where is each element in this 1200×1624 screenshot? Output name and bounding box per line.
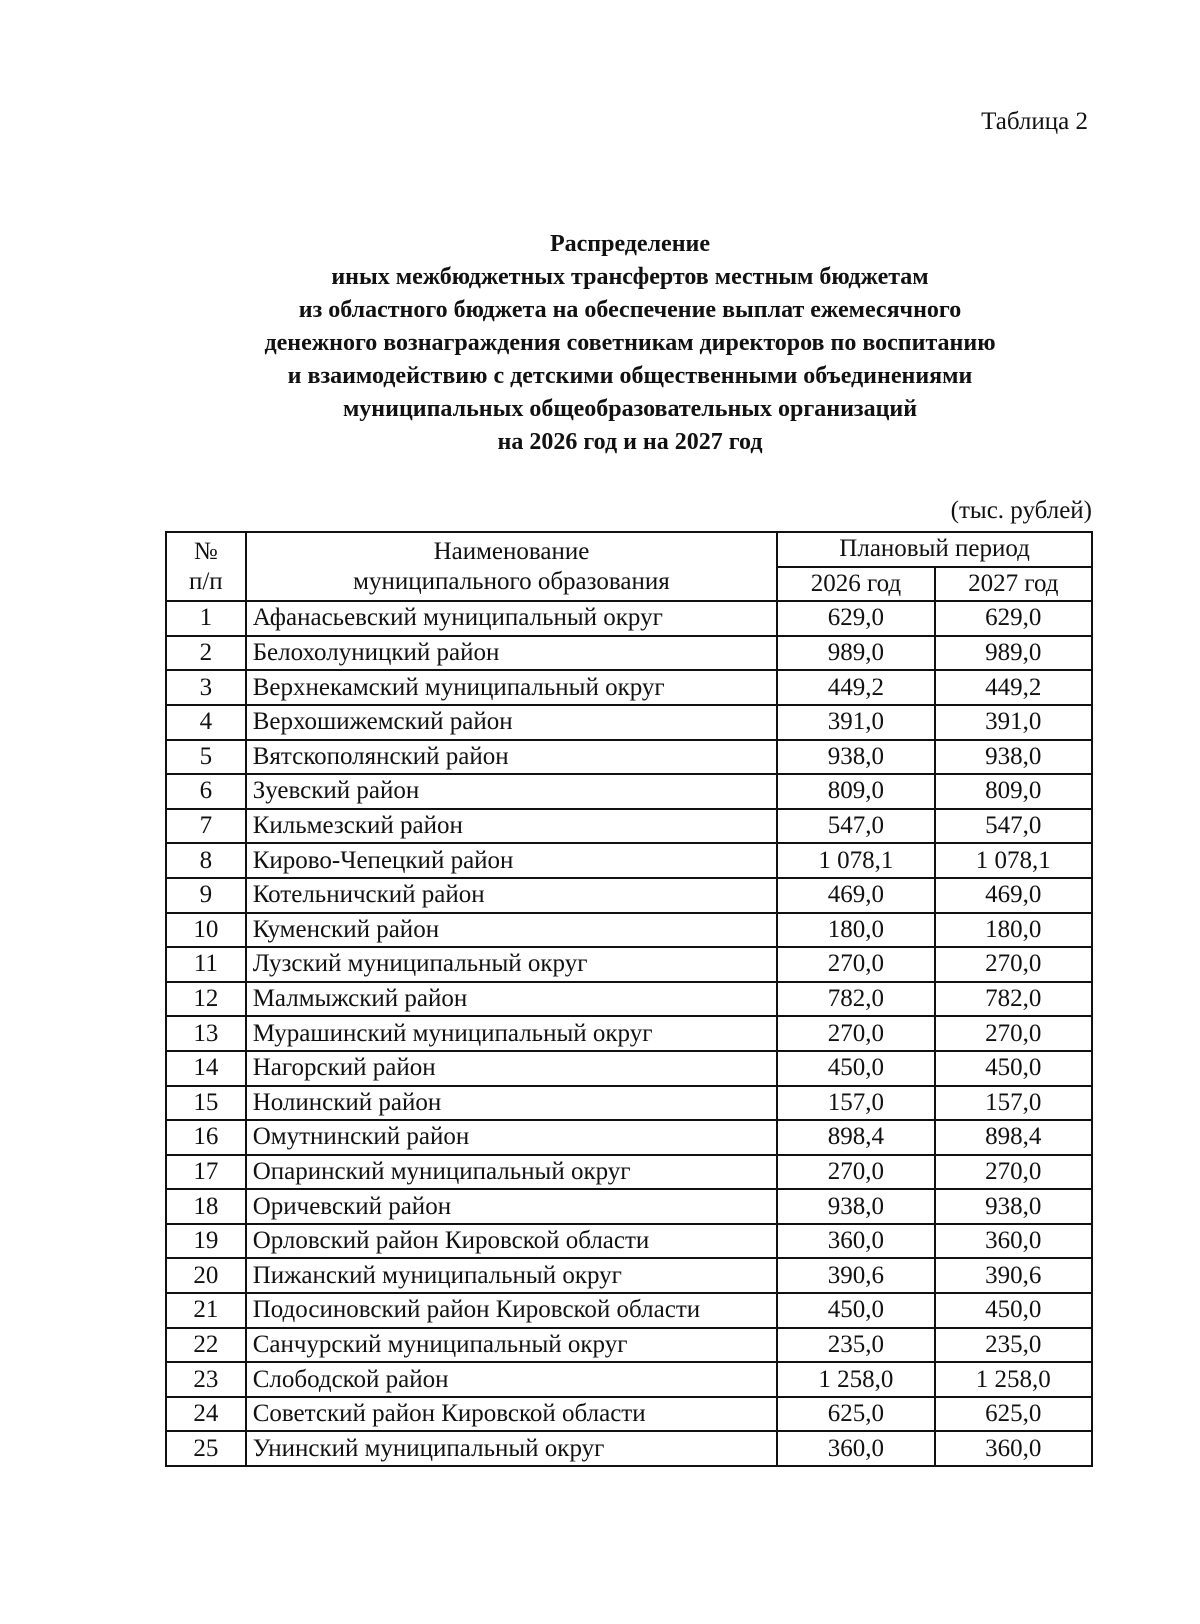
municipality-name-cell: Мурашинский муниципальный округ: [246, 1016, 778, 1051]
amount-2026-cell: 547,0: [777, 809, 934, 844]
table-row: [166, 740, 1092, 775]
row-number-cell: 17: [166, 1155, 246, 1190]
row-number-cell: 3: [166, 670, 246, 705]
amount-2026-cell: 360,0: [777, 1224, 934, 1259]
amount-2027-cell: 629,0: [935, 601, 1092, 636]
amount-2026-cell: 390,6: [777, 1258, 934, 1293]
table-body: [166, 601, 1092, 1466]
amount-2026-cell: 360,0: [777, 1431, 934, 1466]
municipality-name-cell: Опаринский муниципальный округ: [246, 1155, 778, 1190]
table-row: [166, 1189, 1092, 1224]
row-number-cell: 11: [166, 947, 246, 982]
amount-2026-cell: 450,0: [777, 1293, 934, 1328]
amount-2026-cell: 1 078,1: [777, 843, 934, 878]
row-number-cell: 1: [166, 601, 246, 636]
header-year-2027: 2027 год: [935, 567, 1092, 602]
table-row: [166, 1362, 1092, 1397]
units-label: (тыс. рублей): [950, 497, 1092, 524]
table-row: [166, 913, 1092, 948]
amount-2026-cell: 938,0: [777, 740, 934, 775]
amount-2027-cell: 360,0: [935, 1431, 1092, 1466]
row-number-cell: 6: [166, 774, 246, 809]
row-number-cell: 14: [166, 1051, 246, 1086]
row-number-cell: 10: [166, 913, 246, 948]
table-row: [166, 670, 1092, 705]
municipality-name-cell: Пижанский муниципальный округ: [246, 1258, 778, 1293]
title-line: и взаимодействию с детскими общественными объединениями: [287, 363, 973, 389]
row-number-cell: 18: [166, 1189, 246, 1224]
table-row: [166, 1431, 1092, 1466]
table-row: [166, 1086, 1092, 1121]
distribution-table: [165, 531, 1093, 1467]
document-title: [120, 228, 1140, 459]
table-row: [166, 1224, 1092, 1259]
amount-2027-cell: 469,0: [935, 878, 1092, 913]
municipality-name-cell: Малмыжский район: [246, 982, 778, 1017]
amount-2026-cell: 450,0: [777, 1051, 934, 1086]
amount-2026-cell: 625,0: [777, 1397, 934, 1432]
title-line: Распределение: [549, 231, 711, 257]
amount-2026-cell: 235,0: [777, 1328, 934, 1363]
row-number-cell: 4: [166, 705, 246, 740]
header-planning-period: Плановый период: [777, 532, 1092, 567]
row-number-cell: 12: [166, 982, 246, 1017]
amount-2027-cell: 782,0: [935, 982, 1092, 1017]
amount-2026-cell: 449,2: [777, 670, 934, 705]
table-row: [166, 1155, 1092, 1190]
row-number-cell: 2: [166, 636, 246, 671]
table-row: [166, 636, 1092, 671]
municipality-name-cell: Омутнинский район: [246, 1120, 778, 1155]
amount-2026-cell: 270,0: [777, 1155, 934, 1190]
municipality-name-cell: Зуевский район: [246, 774, 778, 809]
amount-2026-cell: 157,0: [777, 1086, 934, 1121]
table-row: [166, 947, 1092, 982]
table-row: [166, 1397, 1092, 1432]
municipality-name-cell: Кирово-Чепецкий район: [246, 843, 778, 878]
municipality-name-cell: Афанасьевский муниципальный округ: [246, 601, 778, 636]
row-number-cell: 9: [166, 878, 246, 913]
table-row: [166, 1120, 1092, 1155]
municipality-name-cell: Орловский район Кировской области: [246, 1224, 778, 1259]
amount-2026-cell: 809,0: [777, 774, 934, 809]
municipality-name-cell: Лузский муниципальный округ: [246, 947, 778, 982]
header-name: [246, 532, 778, 601]
row-number-cell: 15: [166, 1086, 246, 1121]
amount-2027-cell: 1 258,0: [935, 1362, 1092, 1397]
amount-2027-cell: 809,0: [935, 774, 1092, 809]
title-line: из областного бюджета на обеспечение выплат ежемесячного: [298, 297, 962, 323]
table-row: [166, 982, 1092, 1017]
municipality-name-cell: Вятскополянский район: [246, 740, 778, 775]
table-header: [166, 532, 1092, 601]
municipality-name-cell: Слободской район: [246, 1362, 778, 1397]
amount-2027-cell: 180,0: [935, 913, 1092, 948]
amount-2026-cell: 629,0: [777, 601, 934, 636]
table-row: [166, 1258, 1092, 1293]
header-year-2026: 2026 год: [777, 567, 934, 602]
row-number-cell: 21: [166, 1293, 246, 1328]
amount-2027-cell: 938,0: [935, 1189, 1092, 1224]
amount-2026-cell: 180,0: [777, 913, 934, 948]
table-row: [166, 878, 1092, 913]
municipality-name-cell: Котельничский район: [246, 878, 778, 913]
municipality-name-cell: Верхнекамский муниципальный округ: [246, 670, 778, 705]
amount-2026-cell: 938,0: [777, 1189, 934, 1224]
header-number-line1: №: [193, 537, 218, 565]
amount-2027-cell: 547,0: [935, 809, 1092, 844]
amount-2027-cell: 157,0: [935, 1086, 1092, 1121]
table-row: [166, 1328, 1092, 1363]
amount-2027-cell: 625,0: [935, 1397, 1092, 1432]
municipality-name-cell: Верхошижемский район: [246, 705, 778, 740]
municipality-name-cell: Кильмезский район: [246, 809, 778, 844]
table-row: [166, 843, 1092, 878]
row-number-cell: 7: [166, 809, 246, 844]
table-row: [166, 1016, 1092, 1051]
amount-2027-cell: 449,2: [935, 670, 1092, 705]
table-row: [166, 705, 1092, 740]
amount-2027-cell: 1 078,1: [935, 843, 1092, 878]
amount-2027-cell: 270,0: [935, 1016, 1092, 1051]
row-number-cell: 22: [166, 1328, 246, 1363]
amount-2026-cell: 270,0: [777, 1016, 934, 1051]
header-name-line1: Наименование: [433, 537, 590, 565]
municipality-name-cell: Советский район Кировской области: [246, 1397, 778, 1432]
title-line: денежного вознаграждения советникам директоров по воспитанию: [264, 330, 996, 356]
table-row: [166, 774, 1092, 809]
amount-2027-cell: 989,0: [935, 636, 1092, 671]
amount-2027-cell: 270,0: [935, 947, 1092, 982]
row-number-cell: 25: [166, 1431, 246, 1466]
table-row: [166, 809, 1092, 844]
row-number-cell: 24: [166, 1397, 246, 1432]
amount-2026-cell: 1 258,0: [777, 1362, 934, 1397]
table-row: [166, 601, 1092, 636]
amount-2027-cell: 898,4: [935, 1120, 1092, 1155]
row-number-cell: 5: [166, 740, 246, 775]
amount-2027-cell: 360,0: [935, 1224, 1092, 1259]
amount-2027-cell: 450,0: [935, 1051, 1092, 1086]
amount-2026-cell: 391,0: [777, 705, 934, 740]
municipality-name-cell: Унинский муниципальный округ: [246, 1431, 778, 1466]
amount-2026-cell: 782,0: [777, 982, 934, 1017]
row-number-cell: 23: [166, 1362, 246, 1397]
title-line: иных межбюджетных трансфертов местным бюджетам: [331, 264, 929, 290]
municipality-name-cell: Нолинский район: [246, 1086, 778, 1121]
amount-2026-cell: 898,4: [777, 1120, 934, 1155]
amount-2027-cell: 235,0: [935, 1328, 1092, 1363]
amount-2027-cell: 450,0: [935, 1293, 1092, 1328]
municipality-name-cell: Санчурский муниципальный округ: [246, 1328, 778, 1363]
amount-2026-cell: 469,0: [777, 878, 934, 913]
row-number-cell: 8: [166, 843, 246, 878]
table-row: [166, 1293, 1092, 1328]
amount-2027-cell: 390,6: [935, 1258, 1092, 1293]
table-number-label: Таблица 2: [981, 108, 1088, 135]
amount-2027-cell: 270,0: [935, 1155, 1092, 1190]
table-row: [166, 1051, 1092, 1086]
header-number-line2: п/п: [188, 567, 223, 595]
amount-2026-cell: 989,0: [777, 636, 934, 671]
title-line: муниципальных общеобразовательных организаций: [342, 396, 918, 422]
amount-2027-cell: 938,0: [935, 740, 1092, 775]
row-number-cell: 20: [166, 1258, 246, 1293]
title-line: на 2026 год и на 2027 год: [497, 429, 763, 455]
row-number-cell: 16: [166, 1120, 246, 1155]
amount-2027-cell: 391,0: [935, 705, 1092, 740]
header-name-line2: муниципального образования: [353, 567, 670, 595]
header-number: [166, 532, 246, 601]
municipality-name-cell: Куменский район: [246, 913, 778, 948]
amount-2026-cell: 270,0: [777, 947, 934, 982]
municipality-name-cell: Нагорский район: [246, 1051, 778, 1086]
row-number-cell: 13: [166, 1016, 246, 1051]
municipality-name-cell: Оричевский район: [246, 1189, 778, 1224]
municipality-name-cell: Белохолуницкий район: [246, 636, 778, 671]
row-number-cell: 19: [166, 1224, 246, 1259]
municipality-name-cell: Подосиновский район Кировской области: [246, 1293, 778, 1328]
